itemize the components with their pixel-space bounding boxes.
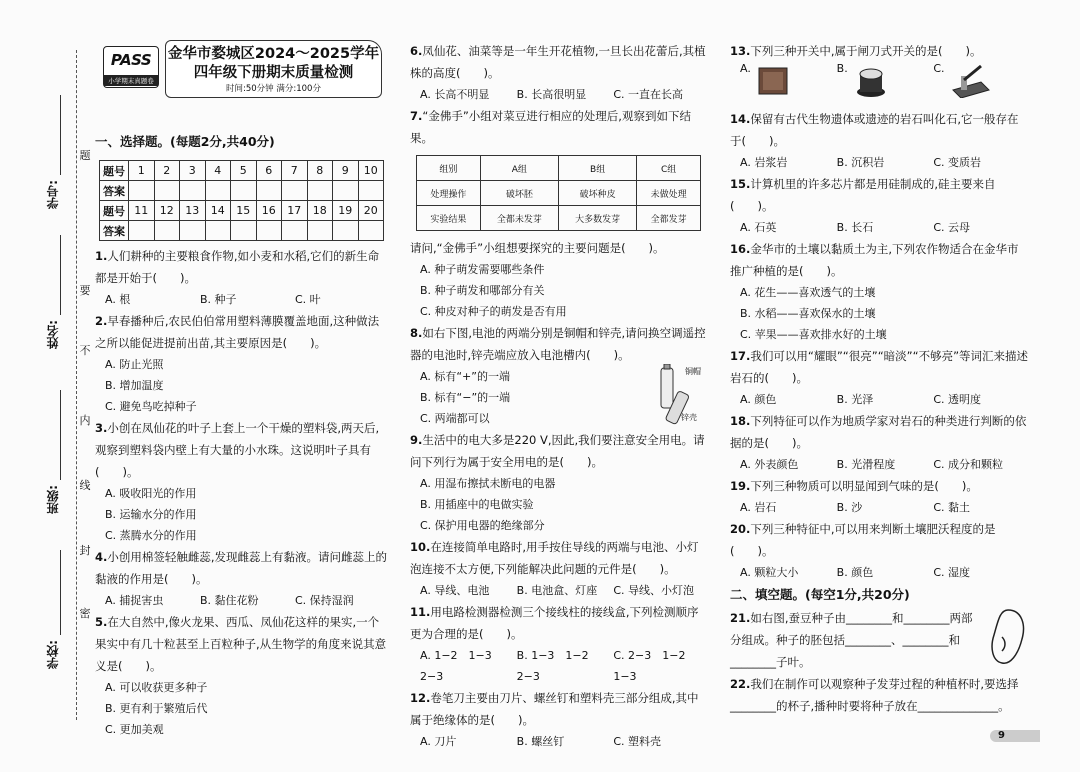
question-8: 8.如右下图,电池的两端分别是铜帽和锌壳,请问换空调遥控器的电池时,锌壳端应放入电池槽内( )。 xyxy=(410,326,706,362)
table-cell: 未做处理 xyxy=(637,181,701,206)
question-18: 18.下列特征可以作为地质学家对岩石的种类进行判断的依据的是( )。 xyxy=(730,414,1027,450)
logo-text: PASS xyxy=(110,51,152,69)
exam-meta: 时间:50分钟 满分:100分 xyxy=(226,84,321,94)
question-15: 15.计算机里的许多芯片都是用硅制成的,硅主要来自( )。 xyxy=(730,177,996,213)
option[interactable]: C. 苹果——喜欢排水好的土壤 xyxy=(740,328,887,341)
student-id-field[interactable] xyxy=(44,180,68,209)
option[interactable]: C. 塑料壳 xyxy=(613,735,662,748)
option[interactable]: A. 岩浆岩 xyxy=(740,156,788,169)
option[interactable]: A. 根 xyxy=(105,293,131,306)
option[interactable]: A. 岩石 xyxy=(740,501,777,514)
answer-cell[interactable] xyxy=(256,181,282,201)
logo-subtitle: 小学期末真题卷 xyxy=(104,75,158,86)
option[interactable]: B. xyxy=(837,62,934,108)
option[interactable]: C. 2−3 1−2 1−3 xyxy=(613,649,697,683)
q-number-cell: 2 xyxy=(154,161,180,181)
table-head: B组 xyxy=(558,156,636,181)
option[interactable]: C. 叶 xyxy=(295,293,321,306)
q-number-cell: 5 xyxy=(231,161,257,181)
option[interactable]: B. 标有“−”的一端 xyxy=(420,391,511,404)
question-21: 21.如右图,蚕豆种子由________和________两部分组成。种子的胚包括________、________和________子叶。 xyxy=(730,611,973,669)
q10-options xyxy=(410,580,710,601)
q-number-cell: 14 xyxy=(205,201,231,221)
option[interactable]: A. 长高不明显 xyxy=(420,88,490,101)
q11-options xyxy=(410,645,710,687)
table-cell: 实验结果 xyxy=(417,206,481,231)
question-7-prompt: 请问,“金佛手”小组想要探究的主要问题是( )。 xyxy=(410,241,665,255)
answer-cell[interactable] xyxy=(205,221,231,241)
option[interactable]: A. 颗粒大小 xyxy=(740,566,799,579)
q-number-cell: 18 xyxy=(307,201,333,221)
q-number-cell: 16 xyxy=(256,201,282,221)
experiment-table xyxy=(416,155,701,231)
option[interactable]: B. 更有利于繁殖后代 xyxy=(105,702,208,715)
push-switch-icon xyxy=(757,62,791,96)
answer-table xyxy=(99,160,384,241)
table-head: C组 xyxy=(637,156,701,181)
q14-options xyxy=(730,152,1030,173)
option[interactable]: C. 湿度 xyxy=(933,566,971,579)
option[interactable]: B. 种子萌发和哪部分有关 xyxy=(420,284,545,297)
table-head: A组 xyxy=(480,156,558,181)
answer-cell[interactable] xyxy=(231,181,257,201)
copper-cap-label: 铜帽 xyxy=(685,367,701,376)
button-switch-icon xyxy=(854,62,888,98)
option[interactable]: C. 黏土 xyxy=(933,501,971,514)
binding-dashed-line xyxy=(76,50,77,720)
option[interactable]: A. 1−2 1−3 2−3 xyxy=(420,649,503,683)
table-head: 题号 xyxy=(100,161,129,181)
option[interactable]: A. 可以收获更多种子 xyxy=(105,681,208,694)
option[interactable]: B. 用插座中的电做实验 xyxy=(420,498,534,511)
question-13: 13.下列三种开关中,属于闸刀式开关的是( )。 xyxy=(730,44,982,58)
student-id-label: 学号: xyxy=(46,180,60,209)
q-number-cell: 19 xyxy=(333,201,359,221)
option[interactable]: A. 刀片 xyxy=(420,735,457,748)
seal-char: 内 xyxy=(79,414,91,427)
section-1-title: 一、选择题。(每题2分,共40分) xyxy=(95,134,275,149)
question-2: 2.早春播种后,农民伯伯常用塑料薄膜覆盖地面,这种做法之所以能促进提前出苗,其主要原因是( )。 xyxy=(95,314,380,350)
option[interactable]: A. 石英 xyxy=(740,221,777,234)
answer-cell[interactable] xyxy=(282,221,308,241)
exam-title-line1: 金华市婺城区2024～2025学年 xyxy=(167,46,380,62)
exam-title-box xyxy=(165,40,382,98)
answer-cell[interactable] xyxy=(307,221,333,241)
class-label: 班级: xyxy=(46,485,60,514)
option[interactable]: A. 外表颜色 xyxy=(740,458,799,471)
school-field[interactable] xyxy=(44,640,68,669)
page-number: 9 xyxy=(990,730,1040,742)
exam-header xyxy=(95,40,390,120)
answer-cell[interactable] xyxy=(358,221,384,241)
q15-options xyxy=(730,217,1030,238)
q-number-cell: 10 xyxy=(358,161,384,181)
broad-bean-seed-icon xyxy=(988,607,1028,667)
q-number-cell: 12 xyxy=(154,201,180,221)
answer-cell[interactable] xyxy=(180,181,206,201)
q4-options xyxy=(95,590,390,611)
option[interactable]: B. 水稻——喜欢保水的土壤 xyxy=(740,307,876,320)
q-number-cell: 11 xyxy=(129,201,155,221)
answer-cell[interactable] xyxy=(307,181,333,201)
question-7: 7.“金佛手”小组对菜豆进行相应的处理后,观察到如下结果。 xyxy=(410,109,691,145)
option[interactable]: B. 黏住花粉 xyxy=(200,594,259,607)
q-number-cell: 17 xyxy=(282,201,308,221)
knife-switch-icon xyxy=(951,62,991,98)
table-head: 答案 xyxy=(100,181,129,201)
q20-options xyxy=(730,562,1030,583)
q-number-cell: 8 xyxy=(307,161,333,181)
question-22: 22.我们在制作可以观察种子发芽过程的种植杯时,要选择________的杯子,播种时要将种子放在______________。 xyxy=(730,677,1019,713)
q1-options xyxy=(95,289,390,310)
option[interactable]: A. 导线、电池 xyxy=(420,584,490,597)
option[interactable]: C. xyxy=(933,62,1030,108)
option[interactable]: C. 成分和颗粒 xyxy=(933,458,1004,471)
option[interactable]: C. 两端都可以 xyxy=(420,412,490,425)
option[interactable]: A. 颜色 xyxy=(740,393,777,406)
option[interactable]: B. 电池盒、灯座 xyxy=(516,584,598,597)
table-head: 答案 xyxy=(100,221,129,241)
option[interactable]: A. 吸收阳光的作用 xyxy=(105,487,197,500)
q-number-cell: 7 xyxy=(282,161,308,181)
table-cell: 全都发芽 xyxy=(637,206,701,231)
option[interactable]: B. 长石 xyxy=(836,221,874,234)
option[interactable]: A. 用湿布擦拭未断电的电器 xyxy=(420,477,556,490)
question-4: 4.小创用棉签轻触雌蕊,发现雌蕊上有黏液。请问雌蕊上的黏液的作用是( )。 xyxy=(95,550,388,586)
option[interactable]: B. 光滑程度 xyxy=(836,458,896,471)
q-number-cell: 3 xyxy=(180,161,206,181)
question-3: 3.小创在凤仙花的叶子上套上一个干燥的塑料袋,两天后,观察到塑料袋内壁上有大量的小水珠。这说明叶子具有( )。 xyxy=(95,421,380,479)
q-number-cell: 20 xyxy=(358,201,384,221)
option[interactable]: A. xyxy=(740,62,837,108)
seal-char: 不 xyxy=(79,344,91,357)
option[interactable]: C. 云母 xyxy=(933,221,971,234)
answer-cell[interactable] xyxy=(256,221,282,241)
q-number-cell: 13 xyxy=(180,201,206,221)
question-19: 19.下列三种物质可以明显闻到气味的是( )。 xyxy=(730,479,978,493)
seal-char: 要 xyxy=(79,284,91,297)
answer-cell[interactable] xyxy=(129,181,155,201)
answer-cell[interactable] xyxy=(333,181,359,201)
question-20: 20.下列三种特征中,可以用来判断土壤肥沃程度的是( )。 xyxy=(730,522,996,558)
answer-cell[interactable] xyxy=(358,181,384,201)
section-2-title: 二、填空题。(每空1分,共20分) xyxy=(730,587,910,602)
table-cell: 大多数发芽 xyxy=(558,206,636,231)
seal-char: 题 xyxy=(79,149,91,162)
q12-options xyxy=(410,731,710,752)
option[interactable]: A. 种子萌发需要哪些条件 xyxy=(420,263,545,276)
option[interactable]: B. 运输水分的作用 xyxy=(105,508,197,521)
zinc-shell-label: 锌壳 xyxy=(681,413,697,422)
option[interactable]: B. 长高很明显 xyxy=(516,88,587,101)
answer-cell[interactable] xyxy=(282,181,308,201)
option[interactable]: A. 捕捉害虫 xyxy=(105,594,164,607)
column-2 xyxy=(410,40,710,752)
option[interactable]: A. 标有“+”的一端 xyxy=(420,370,510,383)
answer-cell[interactable] xyxy=(205,181,231,201)
answer-cell[interactable] xyxy=(129,221,155,241)
option[interactable]: C. 避免鸟吃掉种子 xyxy=(105,400,197,413)
question-17: 17.我们可以用“耀眼”“很亮”“暗淡”“不够亮”等词汇来描述岩石的( )。 xyxy=(730,349,1029,385)
q6-options xyxy=(410,84,710,105)
table-head: 组别 xyxy=(417,156,481,181)
answer-cell[interactable] xyxy=(333,221,359,241)
answer-cell[interactable] xyxy=(180,221,206,241)
question-6: 6.凤仙花、油菜等是一年生开花植物,一旦长出花蕾后,其植株的高度( )。 xyxy=(410,44,706,80)
q-number-cell: 6 xyxy=(256,161,282,181)
question-10: 10.在连接简单电路时,用手按住导线的两端与电池、小灯泡连接不太方便,下列能解决此问题的元件是( )。 xyxy=(410,540,699,576)
option[interactable]: B. 沉积岩 xyxy=(836,156,885,169)
option[interactable]: C. 保持湿润 xyxy=(295,594,354,607)
battery-illustration xyxy=(655,364,710,426)
question-9: 9.生活中的电大多是220 V,因此,我们要注意安全用电。请问下列行为属于安全用电的是( )。 xyxy=(410,433,705,469)
option[interactable]: B. 光泽 xyxy=(836,393,874,406)
option[interactable]: A. 防止光照 xyxy=(105,358,164,371)
name-label: 姓名: xyxy=(46,320,60,349)
question-11: 11.用电路检测器检测三个接线柱的接线盒,下列检测顺序更为合理的是( )。 xyxy=(410,605,699,641)
option[interactable]: B. 1−3 1−2 2−3 xyxy=(516,649,600,683)
option[interactable]: B. 颜色 xyxy=(836,566,874,579)
question-1: 1.人们耕种的主要粮食作物,如小麦和水稻,它们的新生命都是开始于( )。 xyxy=(95,249,380,285)
name-field[interactable] xyxy=(44,320,68,349)
column-3 xyxy=(730,40,1030,717)
exam-title-line2: 四年级下册期末质量检测 xyxy=(193,65,354,81)
option[interactable]: B. 螺丝钉 xyxy=(516,735,565,748)
table-cell: 处理操作 xyxy=(417,181,481,206)
option[interactable]: C. 更加美观 xyxy=(105,723,164,736)
question-12: 12.卷笔刀主要由刀片、螺丝钉和塑料壳三部分组成,其中属于绝缘体的是( )。 xyxy=(410,691,699,727)
q18-options xyxy=(730,454,1030,475)
table-head: 题号 xyxy=(100,201,129,221)
seal-char: 线 xyxy=(79,479,91,492)
option[interactable]: C. 保护用电器的绝缘部分 xyxy=(420,519,545,532)
table-cell: 破坏种皮 xyxy=(558,181,636,206)
answer-cell[interactable] xyxy=(231,221,257,241)
class-field[interactable] xyxy=(44,485,68,514)
question-5: 5.在大自然中,像火龙果、西瓜、凤仙花这样的果实,一个果实中有几十粒甚至上百粒种子,从生物学的角度来说其意义是( )。 xyxy=(95,615,387,673)
option[interactable]: C. 蒸腾水分的作用 xyxy=(105,529,197,542)
q17-options xyxy=(730,389,1030,410)
q-number-cell: 15 xyxy=(231,201,257,221)
option[interactable]: C. 变质岩 xyxy=(933,156,982,169)
seal-char: 封 xyxy=(79,544,91,557)
question-16: 16.金华市的土壤以黏质土为主,下列农作物适合在金华市推广种植的是( )。 xyxy=(730,242,1019,278)
option[interactable]: C. 一直在长高 xyxy=(613,88,684,101)
q-number-cell: 4 xyxy=(205,161,231,181)
table-cell: 全都未发芽 xyxy=(480,206,558,231)
pass-logo xyxy=(103,46,159,88)
option[interactable]: B. 种子 xyxy=(200,293,237,306)
question-14: 14.保留有古代生物遗体或遗迹的岩石叫化石,它一般存在于( )。 xyxy=(730,112,1019,148)
answer-cell[interactable] xyxy=(154,181,180,201)
option[interactable]: C. 导线、小灯泡 xyxy=(613,584,695,597)
q-number-cell: 1 xyxy=(129,161,155,181)
answer-cell[interactable] xyxy=(154,221,180,241)
option[interactable]: A. 花生——喜欢透气的土壤 xyxy=(740,286,876,299)
option[interactable]: C. 种皮对种子的萌发是否有用 xyxy=(420,305,567,318)
school-label: 学校: xyxy=(46,640,60,669)
option[interactable]: B. 沙 xyxy=(836,501,863,514)
seal-char: 密 xyxy=(79,607,91,620)
q19-options xyxy=(730,497,1030,518)
column-1 xyxy=(95,40,390,740)
q13-options xyxy=(730,62,1030,108)
table-cell: 破坏胚 xyxy=(480,181,558,206)
option[interactable]: B. 增加温度 xyxy=(105,379,164,392)
option[interactable]: C. 透明度 xyxy=(933,393,982,406)
q-number-cell: 9 xyxy=(333,161,359,181)
